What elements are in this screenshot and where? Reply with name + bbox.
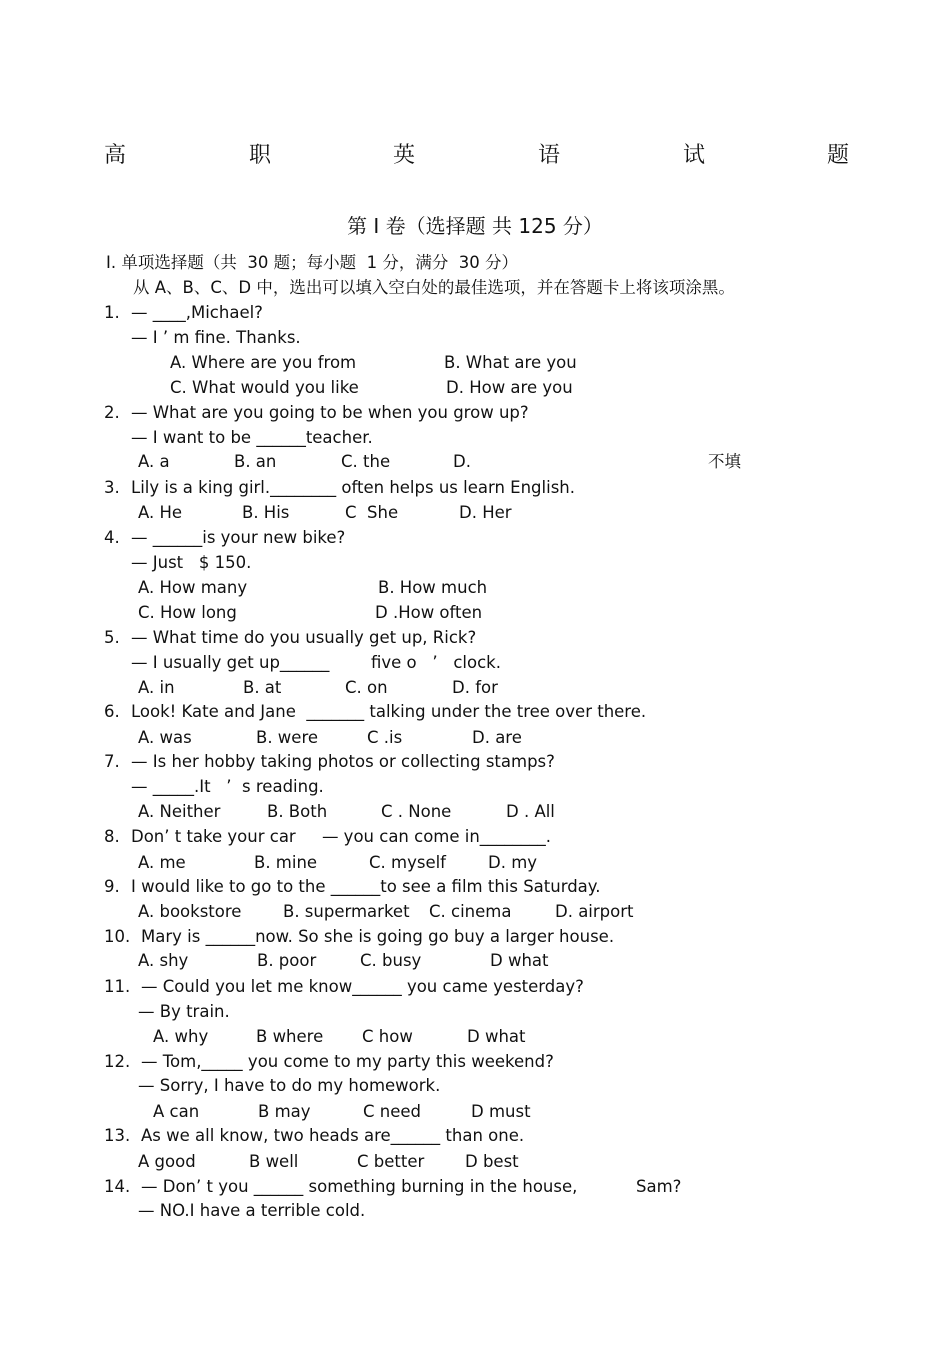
q3-option-b: B. His [242,503,290,522]
q4-option-a: A. How many [138,578,248,597]
q12-reply: — Sorry, I have to do my homework. [138,1076,441,1095]
q3-number: 3. [104,478,120,497]
q11-reply: — By train. [138,1002,230,1021]
q5-option-c: C. on [345,678,388,697]
q6-option-b: B. were [256,728,319,747]
q7-option-b: B. Both [267,802,328,821]
q4-text: — ______is your new bike? [131,528,346,547]
q6-option-a: A. was [138,728,192,747]
q13-option-d: D best [465,1152,519,1171]
q13-number: 13. [104,1126,131,1145]
section-instruction: 从 A、B、C、D 中，选出可以填入空白处的最佳选项，并在答题卡上将该项涂黑。 [133,278,735,297]
q11-number: 11. [104,977,131,996]
q2-option-c: C. the [341,452,391,471]
q8-text: Don’ t take your car — you can come in________. [131,827,552,846]
q12-option-b: B may [258,1102,311,1121]
q5-option-b: B. at [243,678,282,697]
q8-option-c: C. myself [369,853,446,872]
q9-option-a: A. bookstore [138,902,242,921]
q4-option-c: C. How long [138,603,237,622]
q5-reply: — I usually get up______ [131,653,330,672]
q14-number: 14. [104,1177,131,1196]
q10-option-b: B. poor [257,951,317,970]
q12-option-d: D must [471,1102,531,1121]
q13-text: As we all know, two heads are______ than one. [141,1126,525,1145]
q13-option-b: B well [249,1152,299,1171]
q1-reply: — I ’ m fine. Thanks. [131,328,301,347]
q9-option-c: C. cinema [429,902,512,921]
q7-option-c: C . None [381,802,452,821]
q3-option-d: D. Her [459,503,512,522]
q9-option-d: D. airport [555,902,634,921]
q4-reply: — Just $ 150. [131,553,252,572]
volume-heading: 第 I 卷（选择题 共 125 分） [347,214,603,238]
q7-option-d: D . All [506,802,555,821]
q1-option-b: B. What are you [444,353,577,372]
q2-number: 2. [104,403,120,422]
q2-text: — What are you going to be when you grow up? [131,403,529,422]
q6-option-d: D. are [472,728,522,747]
q11-option-c: C how [362,1027,413,1046]
q2-reply: — I want to be ______teacher. [131,428,373,447]
q11-option-a: A. why [153,1027,209,1046]
q1-number: 1. [104,303,120,322]
q4-number: 4. [104,528,120,547]
q11-option-d: D what [467,1027,526,1046]
q6-number: 6. [104,702,120,721]
title-char-1: 高 [104,143,127,168]
q9-text: I would like to go to the ______to see a film this Saturday. [131,877,601,896]
q6-option-c: C .is [367,728,403,747]
q4-option-b: B. How much [378,578,488,597]
section-heading: Ⅰ. 单项选择题（共 30 题；每小题 1 分，满分 30 分） [106,253,519,272]
q7-number: 7. [104,752,120,771]
title-char-3: 英 [393,143,416,168]
q8-number: 8. [104,827,120,846]
q10-option-d: D what [490,951,549,970]
q9-option-b: B. supermarket [283,902,410,921]
q14-text: — Don’ t you ______ something burning in the house, [141,1177,578,1196]
q12-text: — Tom,_____ you come to my party this weekend? [141,1052,554,1071]
q14-reply: — NO.I have a terrible cold. [138,1201,366,1220]
q11-text: — Could you let me know______ you came yesterday? [141,977,584,996]
q5-number: 5. [104,628,120,647]
q13-option-a: A good [138,1152,196,1171]
q12-option-c: C need [363,1102,421,1121]
q5-option-d: D. for [452,678,498,697]
q14-text-end: Sam? [636,1177,682,1196]
q8-option-d: D. my [488,853,538,872]
q4-option-d: D .How often [375,603,483,622]
title-char-6: 题 [827,143,850,168]
q5-option-a: A. in [138,678,175,697]
q5-reply-end: five o ’ clock. [371,653,501,672]
q1-text: — ____,Michael? [131,303,263,322]
q2-option-d: D. [453,452,471,471]
q12-option-a: A can [153,1102,200,1121]
q13-option-c: C better [357,1152,425,1171]
title-char-2: 职 [249,143,272,168]
q8-option-a: A. me [138,853,186,872]
q10-option-a: A. shy [138,951,189,970]
q8-option-b: B. mine [254,853,318,872]
q10-text: Mary is ______now. So she is going go buy a larger house. [141,927,615,946]
q3-option-a: A. He [138,503,183,522]
q11-option-b: B where [256,1027,324,1046]
q5-text: — What time do you usually get up, Rick? [131,628,477,647]
q1-option-d: D. How are you [446,378,573,397]
q2-option-a: A. a [138,452,170,471]
q7-text: — Is her hobby taking photos or collecting stamps? [131,752,555,771]
q1-option-a: A. Where are you from [170,353,357,372]
q7-option-a: A. Neither [138,802,221,821]
title-char-5: 试 [683,143,706,168]
q7-reply: — _____.It ’ s reading. [131,777,324,796]
q12-number: 12. [104,1052,131,1071]
q2-option-d-note: 不填 [708,452,741,471]
q6-text: Look! Kate and Jane _______ talking under the tree over there. [131,702,647,721]
q3-text: Lily is a king girl.________ often helps us learn English. [131,478,575,497]
q9-number: 9. [104,877,120,896]
q10-option-c: C. busy [360,951,422,970]
q3-option-c: C She [345,503,399,522]
q2-option-b: B. an [234,452,277,471]
title-char-4: 语 [538,143,561,168]
q10-number: 10. [104,927,131,946]
q1-option-c: C. What would you like [170,378,359,397]
